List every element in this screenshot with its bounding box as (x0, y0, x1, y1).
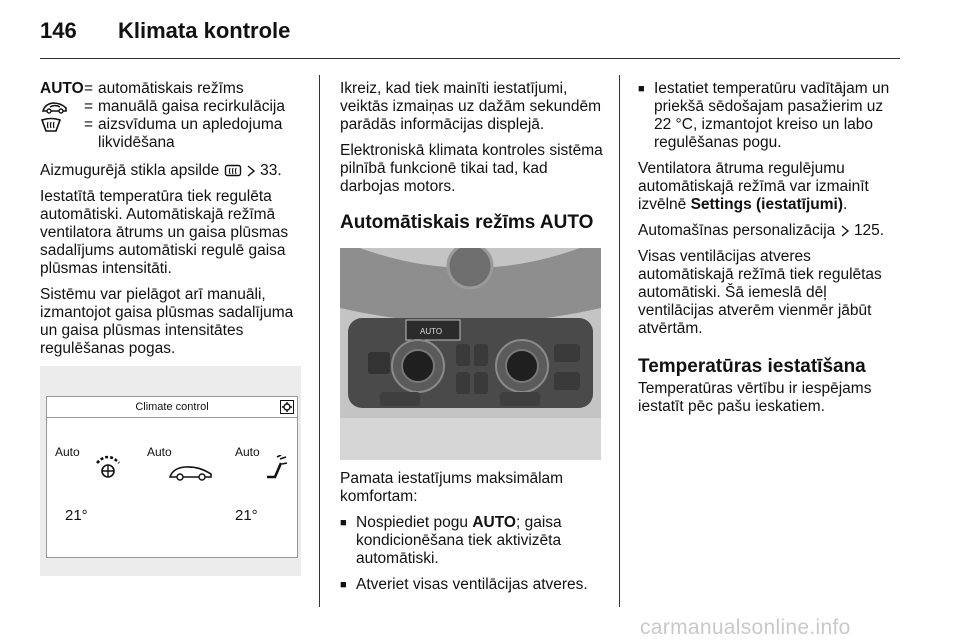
legend-row-recirculation (40, 98, 308, 116)
fan-speed-text: Ventilatora ātruma regulējumu automātiskajā režīmā var izmainīt izvēlnē (638, 160, 869, 213)
paragraph-fan-speed (638, 160, 900, 214)
legend-value: manuālā gaisa recirkulācija (98, 98, 285, 115)
display-left-temp: 21° (65, 507, 88, 524)
display-right-temp: 21° (235, 507, 258, 524)
display-fan-icon (93, 453, 123, 481)
auto-step-2: ■ Atveriet visas ventilācijas atveres. (340, 576, 608, 594)
auto-step-1 (340, 514, 608, 568)
page-reference-icon (840, 225, 850, 237)
climate-display-screen (46, 396, 298, 558)
display-right-label: Auto (235, 445, 260, 459)
column-3 (638, 80, 900, 424)
fan-speed-period: . (843, 196, 848, 213)
auto-step-1-pre: Nospiediet pogu (356, 514, 469, 531)
paragraph-vents-open: Visas ventilācijas atveres automātiskajā režīmā tiek regulētas automātiski. Šā iemeslā dēļ ventilācijas atverēm vienmēr jābūt atvērtām. (638, 248, 882, 337)
page-header (0, 0, 960, 58)
column-2 (340, 80, 608, 602)
paragraph-basic-setting: Pamata iestatījums maksimālam komfortam: (340, 470, 564, 505)
legend-row-auto (40, 80, 308, 98)
auto-step-1-post: ; gaisa kondicionēšana tiek aktivizēta automātiski. (356, 514, 562, 567)
heading-temperature-setting: Temperatūras iestatīšana (638, 356, 866, 377)
column-divider-1 (319, 75, 320, 607)
column-1 (40, 80, 308, 576)
display-left-label: Auto (55, 445, 80, 459)
rear-window-page-ref: 33. (260, 162, 282, 179)
symbol-legend (40, 80, 308, 152)
photo-auto-button-label: AUTO (420, 327, 443, 336)
climate-panel-illustration (340, 248, 601, 460)
climate-display-figure (40, 366, 301, 576)
fan-car-icon (40, 99, 70, 115)
legend-eq: = (84, 116, 94, 133)
settings-menu-label: Settings (iestatījumi) (690, 196, 843, 213)
paragraph-engine-running: Elektroniskā klimata kontroles sistēma pilnībā funkcionē tikai tad, kad darbojas motors. (340, 142, 603, 195)
column-divider-2 (619, 75, 620, 607)
windshield-defrost-icon (40, 117, 62, 133)
display-car-airflow-icon (167, 461, 215, 483)
legend-value: automātiskais režīms (98, 80, 244, 97)
legend-row-defrost (40, 116, 308, 152)
climate-panel-photo (340, 248, 601, 460)
temperature-steps-list (638, 80, 900, 152)
rear-window-text: Aizmugurējā stikla apsilde (40, 162, 220, 179)
page-title: Klimata kontrole (118, 18, 291, 43)
auto-steps-list (340, 514, 608, 594)
legend-value: aizsvīduma un apledojuma likvidēšana (98, 116, 283, 151)
display-mid-label: Auto (147, 445, 172, 459)
display-seat-airflow-icon (261, 455, 289, 483)
display-title: Climate control (47, 397, 297, 418)
watermark: carmanualsonline.info (640, 616, 851, 639)
personalization-text: Automašīnas personalizācija (638, 222, 836, 239)
legend-key-auto: AUTO (40, 80, 84, 97)
paragraph-manual-adjust: Sistēmu var pielāgot arī manuāli, izmantojot gaisa plūsmas sadalījuma un gaisa plūsmas intensitātes regulēšanas pogas. (40, 286, 294, 357)
legend-eq: = (84, 80, 94, 97)
paragraph-temperature-free: Temperatūras vērtību ir iespējams iestatīt pēc pašu ieskatiem. (638, 380, 872, 415)
paragraph-info-display: Ikreiz, kad tiek mainīti iestatījumi, veiktās izmaiņas uz dažām sekundēm parādās informācijas displejā. (340, 80, 602, 133)
rear-window-paragraph (40, 162, 308, 180)
page-number: 146 (40, 18, 77, 43)
paragraph-auto-regulation: Iestatītā temperatūra tiek regulēta automātiski. Automātiskajā režīmā ventilatora ātrums un gaisa plūsmas sadalījums automātiski regulē gaisa plūsmas intensitāti. (40, 188, 289, 277)
paragraph-personalization (638, 222, 900, 240)
display-settings-icon (280, 400, 294, 414)
page-reference-icon (246, 165, 256, 177)
heading-auto-mode: Automātiskais režīms AUTO (340, 212, 594, 233)
header-rule (40, 58, 900, 59)
rear-window-heater-icon (224, 164, 242, 178)
personalization-page-ref: 125. (853, 222, 885, 239)
auto-step-1-bold: AUTO (472, 514, 516, 531)
legend-eq: = (84, 98, 94, 115)
temperature-step-1: ■ Iestatiet temperatūru vadītājam un priekšā sēdošajam pasažierim uz 22 °C, izmantojot kreiso un labo regulēšanas pogu. (638, 80, 900, 152)
